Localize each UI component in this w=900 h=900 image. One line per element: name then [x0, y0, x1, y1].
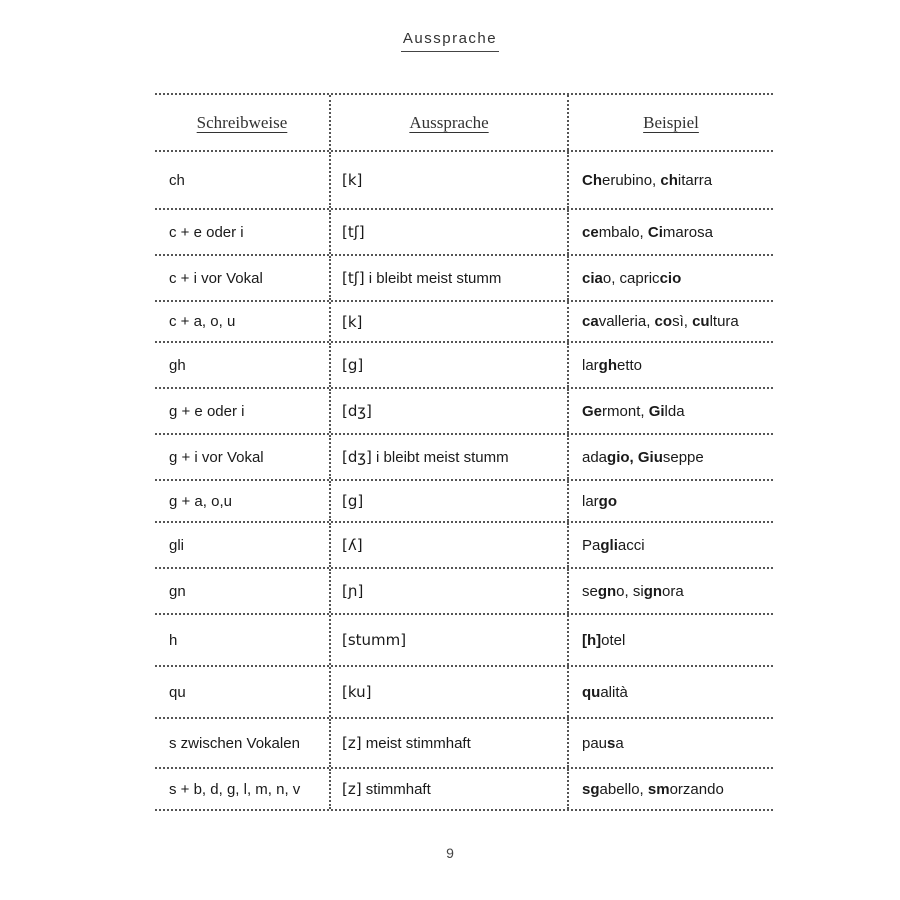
- ipa-symbol: [ʎ]: [342, 536, 363, 554]
- table-row: [155, 667, 773, 719]
- ipa-symbol: [k]: [342, 171, 363, 189]
- example-highlight: ce: [582, 223, 599, 241]
- example-text: ada: [582, 448, 608, 466]
- example-cell: [569, 435, 773, 479]
- ipa-symbol: [g]: [342, 492, 364, 510]
- example-highlight: cu: [692, 313, 710, 330]
- pronunciation-cell: [331, 481, 569, 521]
- example-text: itarra: [677, 171, 713, 189]
- example-highlight: sm: [647, 780, 670, 798]
- pronunciation-cell: [331, 523, 569, 567]
- column-header-pronunciation: Aussprache: [331, 95, 569, 150]
- table-row: [155, 481, 773, 523]
- ipa-symbol: [z]: [342, 780, 362, 798]
- example-text: marosa: [662, 223, 713, 241]
- example-text: Pa: [582, 536, 601, 554]
- example-highlight: qu: [582, 683, 601, 701]
- example-text: a: [615, 734, 624, 752]
- example-text: lar: [582, 356, 599, 374]
- example-cell: [569, 615, 773, 665]
- table-header-row: [155, 95, 773, 152]
- example-cell: [569, 389, 773, 433]
- example-highlight: s: [607, 734, 616, 752]
- pronunciation-cell: [331, 615, 569, 665]
- example-text: otel: [601, 631, 626, 649]
- table-row: [155, 389, 773, 435]
- table-row: [155, 343, 773, 389]
- example-highlight: Ge: [582, 402, 603, 420]
- example-text: pau: [582, 734, 608, 752]
- example-cell: [569, 152, 773, 208]
- table-row: [155, 769, 773, 809]
- example-text: rmont,: [602, 402, 649, 420]
- example-cell: [569, 210, 773, 254]
- example-cell: [569, 769, 773, 809]
- column-header-spelling: Schreibweise: [155, 95, 331, 150]
- ipa-symbol: [ku]: [342, 683, 372, 701]
- pronunciation-cell: [331, 152, 569, 208]
- column-header-example: Beispiel: [643, 112, 699, 132]
- example-text: alità: [600, 683, 628, 701]
- example-highlight: gio, Giu: [607, 448, 663, 466]
- example-highlight: sg: [582, 780, 600, 798]
- table-row: [155, 302, 773, 343]
- example-cell: [569, 343, 773, 387]
- pronunciation-cell: [331, 435, 569, 479]
- table-row: [155, 615, 773, 667]
- spelling-cell: gh: [155, 343, 331, 387]
- example-highlight: ch: [660, 171, 678, 189]
- ipa-symbol: [z]: [342, 734, 362, 752]
- pronunciation-cell: [331, 569, 569, 613]
- pronunciation-cell: [331, 210, 569, 254]
- spelling-cell: qu: [155, 667, 331, 717]
- example-text: ora: [662, 582, 684, 600]
- example-highlight: Ch: [582, 171, 602, 189]
- spelling-cell: s zwischen Vokalen: [155, 719, 331, 767]
- example-text: abello,: [599, 780, 648, 798]
- example-text: sì,: [672, 313, 693, 330]
- table-row: [155, 523, 773, 569]
- example-highlight: gn: [643, 582, 663, 600]
- example-text: o, si: [616, 582, 644, 600]
- spelling-cell: c + e oder i: [155, 210, 331, 254]
- example-text: o, capric: [602, 269, 660, 287]
- ipa-symbol: [tʃ]: [342, 223, 365, 241]
- example-highlight: go: [598, 492, 617, 510]
- example-text: orzando: [669, 780, 724, 798]
- ipa-symbol: [dʒ]: [342, 402, 372, 420]
- ipa-symbol: [tʃ]: [342, 269, 365, 287]
- example-text: se: [582, 582, 598, 600]
- table-row: [155, 719, 773, 769]
- pronunciation-note: i bleibt meist stumm: [371, 448, 509, 466]
- table-row: [155, 435, 773, 481]
- pronunciation-note: i bleibt meist stumm: [364, 269, 502, 287]
- example-highlight: Ci: [647, 223, 663, 241]
- table-row: [155, 210, 773, 256]
- example-text: etto: [617, 356, 643, 374]
- page-number: 9: [446, 845, 454, 861]
- pronunciation-table: [155, 93, 773, 811]
- spelling-cell: s + b, d, g, l, m, n, v: [155, 769, 331, 809]
- table-row: [155, 569, 773, 615]
- pronunciation-note: meist stimmhaft: [361, 734, 471, 752]
- spelling-cell: gn: [155, 569, 331, 613]
- example-highlight: cio: [659, 269, 682, 287]
- ipa-symbol: [stumm]: [342, 631, 407, 649]
- example-text: lar: [582, 492, 599, 510]
- example-cell: [569, 569, 773, 613]
- example-cell: [569, 302, 773, 341]
- example-highlight: ca: [582, 313, 599, 330]
- example-text: mbalo,: [598, 223, 648, 241]
- example-highlight: co: [654, 313, 673, 330]
- pronunciation-cell: [331, 667, 569, 717]
- spelling-cell: ch: [155, 152, 331, 208]
- pronunciation-cell: [331, 769, 569, 809]
- example-text: erubino,: [602, 171, 661, 189]
- example-cell: [569, 256, 773, 300]
- pronunciation-cell: [331, 302, 569, 341]
- ipa-symbol: [dʒ]: [342, 448, 372, 466]
- example-cell: [569, 667, 773, 717]
- example-text: seppe: [662, 448, 704, 466]
- table-row: [155, 152, 773, 210]
- pronunciation-note: stimmhaft: [361, 780, 431, 798]
- spelling-cell: g + a, o,u: [155, 481, 331, 521]
- spelling-cell: c + a, o, u: [155, 302, 331, 341]
- spelling-cell: c + i vor Vokal: [155, 256, 331, 300]
- example-highlight: Gi: [648, 402, 665, 420]
- table-row: [155, 256, 773, 302]
- pronunciation-cell: [331, 256, 569, 300]
- ipa-symbol: [k]: [342, 312, 363, 331]
- ipa-symbol: [g]: [342, 356, 364, 374]
- spelling-cell: g + i vor Vokal: [155, 435, 331, 479]
- spelling-cell: g + e oder i: [155, 389, 331, 433]
- page-title: [0, 30, 900, 52]
- ipa-symbol: [ɲ]: [342, 582, 364, 600]
- example-highlight: gn: [597, 582, 617, 600]
- example-highlight: gli: [600, 536, 618, 554]
- example-text: ltura: [709, 313, 739, 330]
- example-highlight: gh: [598, 356, 617, 374]
- example-highlight: [h]: [582, 631, 602, 649]
- example-text: lda: [664, 402, 685, 420]
- example-cell: [569, 719, 773, 767]
- page-title-text: Aussprache: [401, 30, 499, 52]
- example-text: valleria,: [598, 313, 655, 330]
- pronunciation-cell: [331, 343, 569, 387]
- spelling-cell: gli: [155, 523, 331, 567]
- spelling-cell: h: [155, 615, 331, 665]
- example-cell: [569, 481, 773, 521]
- example-highlight: cia: [582, 269, 603, 287]
- pronunciation-cell: [331, 719, 569, 767]
- example-cell: [569, 523, 773, 567]
- example-text: acci: [617, 536, 645, 554]
- pronunciation-cell: [331, 389, 569, 433]
